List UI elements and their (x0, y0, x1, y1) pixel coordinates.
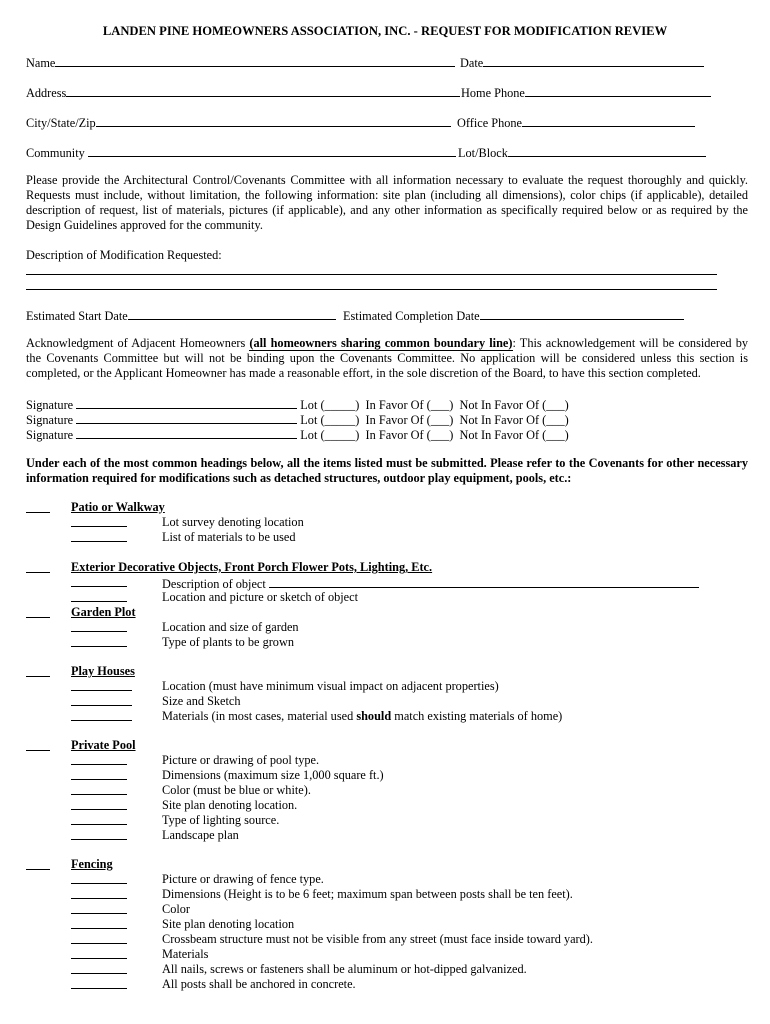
checklist-item (71, 828, 239, 844)
ack-lead: Acknowledgment of Adjacent Homeowners (26, 336, 250, 350)
start-date-row (26, 307, 336, 324)
item-text: Description of object (162, 575, 699, 592)
item-blank[interactable] (71, 977, 127, 989)
item-blank[interactable] (71, 947, 127, 959)
checklist-item (71, 753, 320, 769)
item-text: Picture or drawing of fence type. (162, 872, 324, 886)
community-label: Community (26, 146, 85, 160)
item-text: Landscape plan (162, 828, 239, 842)
name-field[interactable] (55, 54, 455, 67)
completion-date-field[interactable] (480, 307, 684, 320)
description-of-object-field[interactable] (269, 575, 699, 588)
item-text: Color (162, 902, 191, 916)
item-blank[interactable] (71, 635, 127, 647)
checklist-item (71, 798, 298, 814)
item-blank[interactable] (71, 813, 127, 825)
checklist-item (71, 709, 563, 725)
item-text: Materials (162, 947, 209, 961)
item-blank[interactable] (71, 768, 127, 780)
ack-emphasis: (all homeowners sharing common boundary line) (249, 336, 513, 350)
section-checkbox[interactable] (26, 512, 50, 513)
signature-field[interactable] (76, 396, 297, 409)
lot-block-label: Lot/Block (458, 146, 508, 160)
office-phone-label: Office Phone (457, 116, 522, 130)
item-blank[interactable] (71, 828, 127, 840)
item-blank[interactable] (71, 679, 132, 691)
city-label: City/State/Zip (26, 116, 96, 130)
description-line-1[interactable] (26, 274, 717, 275)
checklist-item (71, 813, 280, 829)
lot-label[interactable]: Lot (_____) (300, 428, 360, 442)
item-text: All posts shall be anchored in concrete. (162, 977, 356, 991)
item-blank[interactable] (71, 887, 127, 899)
checklist-item (71, 947, 209, 963)
item-text: List of materials to be used (162, 530, 296, 544)
address-field[interactable] (66, 84, 460, 97)
checklist-item (71, 515, 304, 531)
name-row (26, 54, 455, 71)
item-blank[interactable] (71, 590, 127, 602)
intro-paragraph (26, 173, 748, 233)
checklist-item (71, 962, 527, 978)
checklist-item (71, 872, 324, 888)
lot-block-field[interactable] (508, 144, 706, 157)
acknowledgment-paragraph (26, 336, 748, 381)
item-text: Dimensions (maximum size 1,000 square ft.) (162, 768, 384, 782)
lot-label[interactable]: Lot (_____) (300, 398, 360, 412)
community-row (26, 144, 456, 161)
checklist-item (71, 620, 299, 636)
item-blank[interactable] (71, 902, 127, 914)
not-in-favor-label[interactable]: Not In Favor Of (___) (459, 428, 569, 442)
date-row (460, 54, 704, 71)
item-blank[interactable] (71, 932, 127, 944)
checklist-item (71, 694, 241, 710)
item-text: Location (must have minimum visual impact on adjacent properties) (162, 679, 499, 693)
item-text: Type of lighting source. (162, 813, 280, 827)
date-field[interactable] (483, 54, 704, 67)
home-phone-label: Home Phone (461, 86, 525, 100)
item-text: Dimensions (Height is to be 6 feet; maximum span between posts shall be ten feet). (162, 887, 573, 901)
section-checkbox[interactable] (26, 572, 50, 573)
item-blank[interactable] (71, 917, 127, 929)
instructions-text: Under each of the most common headings below, all the items listed must be submitted. Please refer to the Covenants for other necessary information required for modifications such as detached structures, outdoor play equipment, pools, etc.: (26, 456, 748, 485)
section-heading: Garden Plot (71, 605, 136, 619)
start-date-label: Estimated Start Date (26, 309, 128, 323)
lot-block-row (458, 144, 706, 161)
item-text: Location and picture or sketch of object (162, 590, 358, 604)
address-row (26, 84, 460, 101)
not-in-favor-label[interactable]: Not In Favor Of (___) (459, 413, 569, 427)
checklist-item (71, 635, 294, 651)
home-phone-row (461, 84, 711, 101)
item-text: Color (must be blue or white). (162, 783, 311, 797)
section-checkbox[interactable] (26, 617, 50, 618)
office-phone-field[interactable] (522, 114, 695, 127)
signature-label: Signature (26, 413, 74, 427)
signature-label: Signature (26, 398, 74, 412)
signature-field[interactable] (76, 426, 297, 439)
item-blank[interactable] (71, 620, 127, 632)
address-label: Address (26, 86, 67, 100)
item-text: Materials (in most cases, material used should match existing materials of home) (162, 709, 563, 723)
section-heading: Fencing (71, 857, 113, 871)
checklist-item (71, 590, 358, 606)
instructions-paragraph (26, 456, 748, 486)
section-heading: Patio or Walkway (71, 500, 165, 514)
completion-date-row (343, 307, 684, 324)
community-field[interactable] (88, 144, 456, 157)
in-favor-label[interactable]: In Favor Of (___) (365, 398, 454, 412)
item-text: Size and Sketch (162, 694, 241, 708)
item-blank[interactable] (71, 515, 127, 527)
checklist-item (71, 530, 296, 546)
ack-rest: : This acknowledgement will be considered by the Covenants Committee but will not be binding upon the Covenants Committee. No application will be considered unless this section is completed, or the Applicant Homeowner has made a reasonable effort, in the sole discretion of the Board, to have this section completed. (26, 336, 748, 380)
item-blank[interactable] (71, 709, 132, 721)
description-line-2[interactable] (26, 289, 717, 290)
item-text: Lot survey denoting location (162, 515, 304, 529)
section-checkbox[interactable] (26, 869, 50, 870)
checklist-item (71, 902, 191, 918)
in-favor-label[interactable]: In Favor Of (___) (365, 413, 454, 427)
item-blank[interactable] (71, 798, 127, 810)
item-text: Site plan denoting location (162, 917, 295, 931)
checklist-item (71, 887, 573, 903)
date-label: Date (460, 56, 484, 70)
start-date-field[interactable] (128, 307, 336, 320)
section-heading: Play Houses (71, 664, 135, 678)
item-blank[interactable] (71, 530, 127, 542)
checklist-item (71, 783, 311, 799)
section-checkbox[interactable] (26, 676, 50, 677)
signature-label: Signature (26, 428, 74, 442)
description-label: Description of Modification Requested: (26, 248, 222, 262)
name-label: Name (26, 56, 56, 70)
item-text: Crossbeam structure must not be visible from any street (must face inside toward yard). (162, 932, 593, 946)
in-favor-label[interactable]: In Favor Of (___) (365, 428, 454, 442)
lot-label[interactable]: Lot (_____) (300, 413, 360, 427)
checklist-item (71, 679, 499, 695)
checklist-item (71, 575, 266, 591)
home-phone-field[interactable] (525, 84, 711, 97)
city-field[interactable] (96, 114, 451, 127)
item-blank[interactable] (71, 872, 127, 884)
item-text: Site plan denoting location. (162, 798, 298, 812)
item-blank[interactable] (71, 753, 127, 765)
section-heading: Private Pool (71, 738, 136, 752)
city-row (26, 114, 451, 131)
item-blank[interactable] (71, 962, 127, 974)
intro-text: Please provide the Architectural Control/Covenants Committee with all information necessary to evaluate the request thoroughly and quickly. Requests must include, without limitation, the following information: site plan (including all dimensions), color chips (if applicable), detailed description of request, list of materials, pictures (if applicable), and any other information as specifically required below or as required by the Design Guidelines approved for the community. (26, 173, 748, 232)
checklist-item (71, 932, 593, 948)
checklist-item (71, 917, 295, 933)
section-checkbox[interactable] (26, 750, 50, 751)
item-text: Picture or drawing of pool type. (162, 753, 320, 767)
item-text: All nails, screws or fasteners shall be aluminum or hot-dipped galvanized. (162, 962, 527, 976)
item-blank[interactable] (71, 694, 132, 706)
item-text: Location and size of garden (162, 620, 299, 634)
checklist-item (71, 977, 356, 993)
office-phone-row (457, 114, 695, 131)
section-heading: Exterior Decorative Objects, Front Porch Flower Pots, Lighting, Etc. (71, 560, 433, 574)
signature-field[interactable] (76, 411, 297, 424)
checklist-item (71, 768, 384, 784)
item-text: Type of plants to be grown (162, 635, 294, 649)
signature-row (26, 426, 569, 443)
form-title: LANDEN PINE HOMEOWNERS ASSOCIATION, INC. - REQUEST FOR MODIFICATION REVIEW (102, 24, 668, 38)
item-blank[interactable] (71, 783, 127, 795)
not-in-favor-label[interactable]: Not In Favor Of (___) (459, 398, 569, 412)
completion-date-label: Estimated Completion Date (343, 309, 480, 323)
item-blank[interactable] (71, 575, 127, 587)
